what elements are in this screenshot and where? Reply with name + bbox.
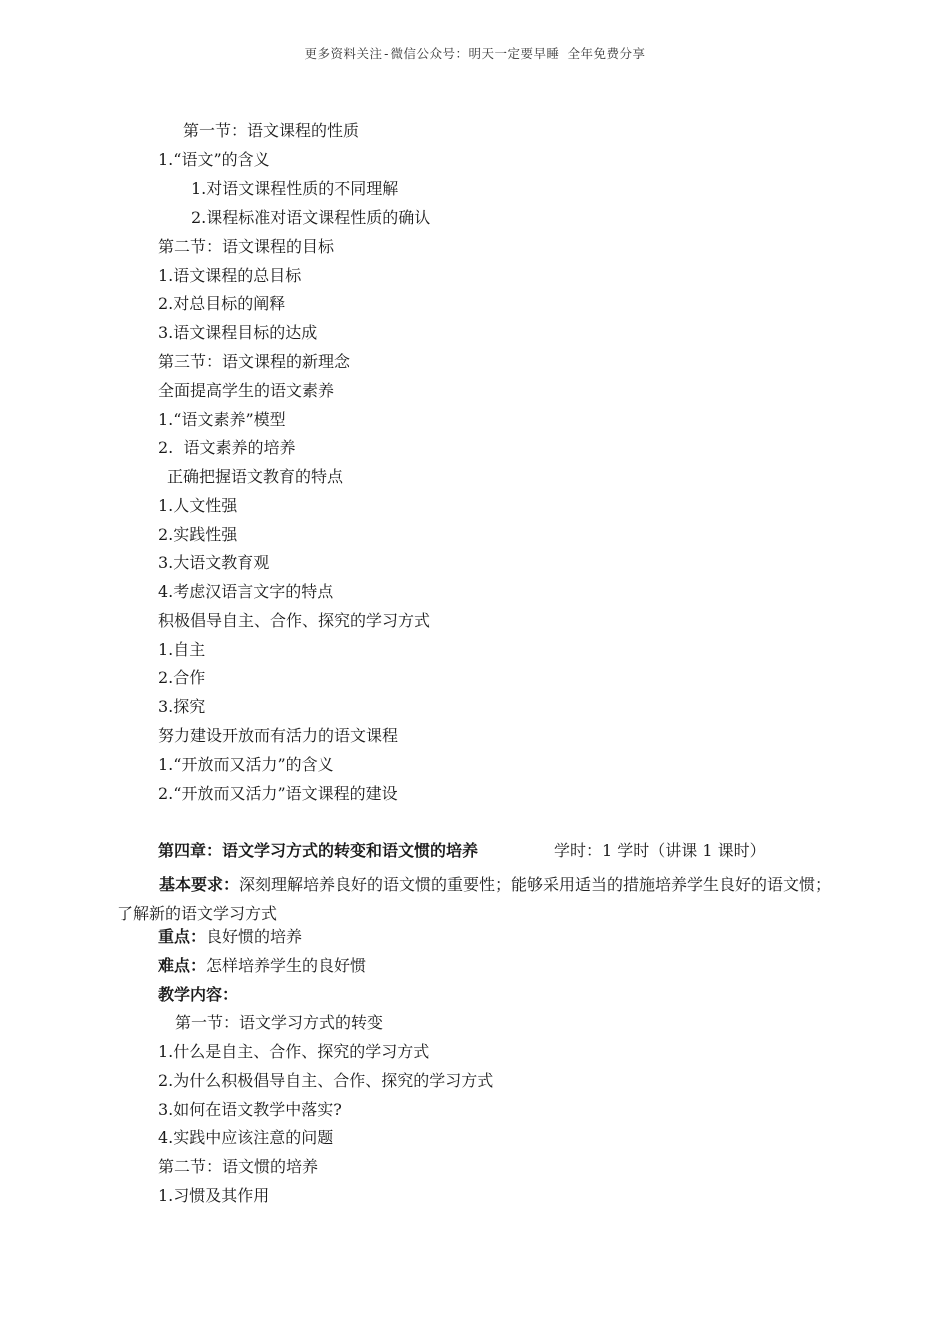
basic-requirements-label: 基本要求：: [159, 875, 240, 894]
page-header: 更多资料关注-微信公众号：明天一定要早睡 全年免费分享: [304, 46, 646, 61]
chapter-title: 第四章：语文学习方式的转变和语文惯的培养: [158, 841, 479, 860]
difficult-point-text: 怎样培养学生的良好惯: [206, 956, 367, 975]
subheading: 努力建设开放而有活力的语文课程: [158, 726, 399, 745]
list-item: 2.合作: [158, 668, 206, 687]
basic-requirements: [117, 870, 837, 928]
section-heading: 第二节：语文课程的目标: [158, 237, 335, 256]
list-item: 1.习惯及其作用: [158, 1186, 270, 1205]
list-item: 1.什么是自主、合作、探究的学习方式: [158, 1042, 430, 1061]
basic-requirements-text: 深刻理解培养良好的语文惯的重要性；能够采用适当的措施培养学生良好的语文惯；了解新的语文学习方式: [117, 875, 832, 923]
subheading: 全面提高学生的语文素养: [158, 381, 335, 400]
list-item: 2.课程标准对语文课程性质的确认: [191, 208, 431, 227]
list-item: 3.大语文教育观: [158, 553, 270, 572]
chapter-hours: 学时：1 学时（讲课 1 课时）: [554, 841, 766, 860]
subheading: 积极倡导自主、合作、探究的学习方式: [158, 611, 431, 630]
subheading: 正确把握语文教育的特点: [167, 467, 344, 486]
key-point-label: 重点：: [158, 927, 207, 946]
section-heading: 第一节：语文课程的性质: [183, 121, 360, 140]
list-item: 2.对总目标的阐释: [158, 294, 286, 313]
list-item: 3.探究: [158, 697, 206, 716]
list-item: 3.如何在语文教学中落实?: [158, 1100, 342, 1119]
teaching-content-label: 教学内容：: [158, 985, 239, 1004]
list-item: 1.“语文素养”模型: [158, 410, 286, 429]
list-item: 2.实践性强: [158, 525, 238, 544]
list-item: 3.语文课程目标的达成: [158, 323, 318, 342]
difficult-point: [158, 956, 366, 976]
section-heading: 第三节：语文课程的新理念: [158, 352, 351, 371]
list-item: 4.考虑汉语言文字的特点: [158, 582, 334, 601]
key-point-text: 良好惯的培养: [206, 927, 303, 946]
list-item: 2.为什么积极倡导自主、合作、探究的学习方式: [158, 1071, 494, 1090]
list-item: 1.“开放而又活力”的含义: [158, 755, 334, 774]
list-item: 1.语文课程的总目标: [158, 266, 302, 285]
list-item: 1.人文性强: [158, 496, 238, 515]
key-point: [158, 927, 302, 947]
list-item: 4.实践中应该注意的问题: [158, 1128, 334, 1147]
list-item: 2.“开放而又活力”语文课程的建设: [158, 784, 398, 803]
difficult-point-label: 难点：: [158, 956, 207, 975]
section-heading: 第一节：语文学习方式的转变: [175, 1013, 384, 1032]
section-heading: 第二节：语文惯的培养: [158, 1157, 319, 1176]
list-item: 1.自主: [158, 640, 206, 659]
list-item: 1.对语文课程性质的不同理解: [191, 179, 399, 198]
list-item: 2. 语文素养的培养: [158, 438, 296, 457]
list-item: 1.“语文”的含义: [158, 150, 270, 169]
